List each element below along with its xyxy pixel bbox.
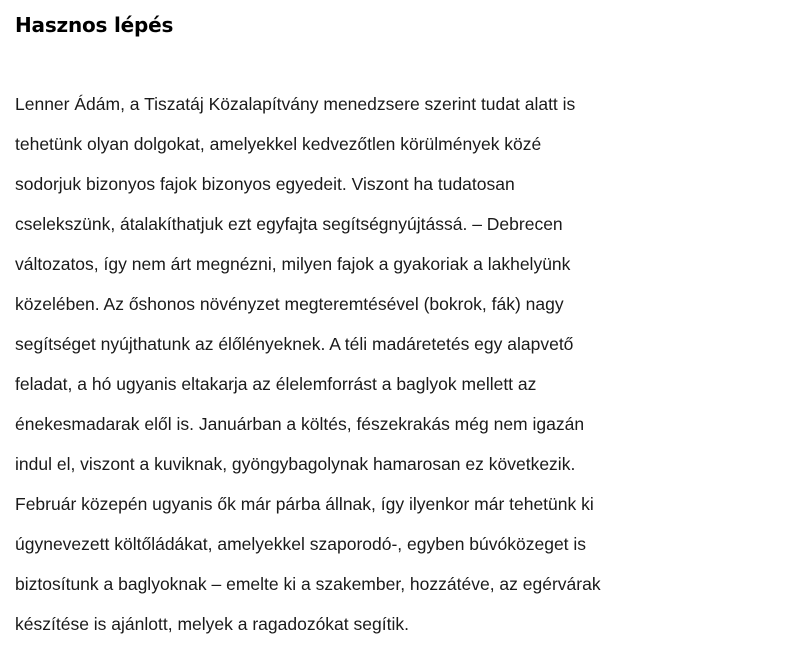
body-line: közelében. Az őshonos növényzet megteremtésével (bokrok, fák) nagy — [15, 294, 564, 314]
body-line: feladat, a hó ugyanis eltakarja az élelemforrást a baglyok mellett az — [15, 374, 537, 394]
body-line: tehetünk olyan dolgokat, amelyekkel kedvezőtlen körülmények közé — [15, 134, 542, 154]
body-line: biztosítunk a baglyoknak – emelte ki a szakember, hozzátéve, az egérvárak — [15, 574, 601, 594]
body-line: Lenner Ádám, a Tiszatáj Közalapítvány menedzsere szerint tudat alatt is — [15, 94, 576, 114]
body-line: sodorjuk bizonyos fajok bizonyos egyedeit. Viszont ha tudatosan — [15, 174, 515, 194]
body-line: készítése is ajánlott, melyek a ragadozókat segítik. — [15, 614, 409, 634]
article-body — [15, 84, 785, 644]
body-line: cselekszünk, átalakíthatjuk ezt egyfajta segítségnyújtássá. – Debrecen — [15, 214, 563, 234]
article-heading: Hasznos lépés — [15, 13, 174, 37]
body-line: indul el, viszont a kuviknak, gyöngybagolynak hamarosan ez következik. — [15, 454, 576, 474]
body-line: változatos, így nem árt megnézni, milyen fajok a gyakoriak a lakhelyünk — [15, 254, 571, 274]
body-line: segítséget nyújthatunk az élőlényeknek. A téli madáretetés egy alapvető — [15, 334, 574, 354]
body-line: Február közepén ugyanis ők már párba állnak, így ilyenkor már tehetünk ki — [15, 494, 594, 514]
body-line: énekesmadarak elől is. Januárban a költés, fészekrakás még nem igazán — [15, 414, 585, 434]
body-line: úgynevezett költőládákat, amelyekkel szaporodó-, egyben búvóközeget is — [15, 534, 587, 554]
